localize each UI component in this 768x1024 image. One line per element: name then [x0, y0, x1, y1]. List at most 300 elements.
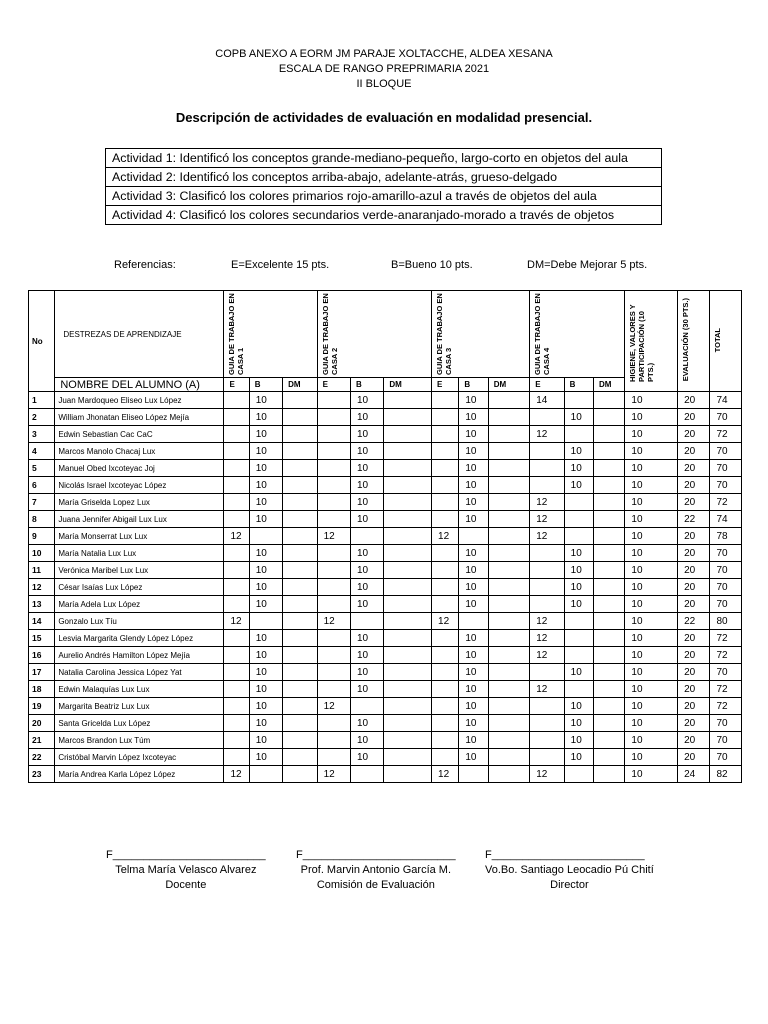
g3-e-cell [432, 443, 459, 460]
table-row [29, 596, 742, 613]
guia4-label: GUIA DE TRABAJO EN CASA 4 [533, 293, 552, 375]
reference-bueno: B=Bueno 10 pts. [391, 259, 473, 271]
g1-e-cell [224, 596, 249, 613]
g1-e-cell [224, 681, 249, 698]
g1-e-cell [224, 409, 249, 426]
row-number: 14 [29, 613, 55, 630]
g3-b-cell [459, 613, 488, 630]
table-row [29, 443, 742, 460]
evaluacion-cell: 20 [678, 443, 710, 460]
g4-b-cell [564, 511, 593, 528]
g3-dm-header: DM [488, 378, 530, 392]
table-row [29, 630, 742, 647]
student-name: María Andrea Karla López López [55, 766, 224, 783]
total-cell: 72 [710, 647, 742, 664]
g2-dm-cell [384, 698, 432, 715]
references-label: Referencias: [114, 259, 176, 271]
g2-dm-cell [384, 579, 432, 596]
g1-dm-cell [283, 579, 317, 596]
total-cell: 78 [710, 528, 742, 545]
g2-b-cell: 10 [351, 749, 384, 766]
higiene-cell: 10 [625, 732, 678, 749]
g3-dm-cell [488, 732, 530, 749]
signature-comision [296, 848, 456, 893]
col-name-header: NOMBRE DEL ALUMNO (A) [55, 378, 224, 392]
g2-e-cell [317, 460, 350, 477]
g2-b-cell: 10 [351, 460, 384, 477]
total-cell: 72 [710, 698, 742, 715]
g1-dm-cell [283, 426, 317, 443]
grades-table [28, 290, 742, 783]
g3-dm-cell [488, 562, 530, 579]
g1-dm-cell [283, 511, 317, 528]
row-number: 2 [29, 409, 55, 426]
total-cell: 82 [710, 766, 742, 783]
g2-e-cell: 12 [317, 766, 350, 783]
col-evaluacion-header [678, 291, 710, 392]
g2-b-cell [351, 613, 384, 630]
evaluacion-cell: 20 [678, 494, 710, 511]
guia1-label: GUIA DE TRABAJO EN CASA 1 [227, 293, 246, 375]
col-total-header [710, 291, 742, 392]
higiene-cell: 10 [625, 426, 678, 443]
row-number: 12 [29, 579, 55, 596]
total-cell: 72 [710, 630, 742, 647]
activity-1: Actividad 1: Identificó los conceptos grande-mediano-pequeño, largo-corto en objetos del aula [106, 149, 662, 168]
table-row [29, 392, 742, 409]
g4-b-cell: 10 [564, 715, 593, 732]
evaluacion-cell: 20 [678, 664, 710, 681]
evaluacion-cell: 20 [678, 409, 710, 426]
table-row [29, 698, 742, 715]
evaluacion-cell: 20 [678, 715, 710, 732]
table-row [29, 409, 742, 426]
g3-dm-cell [488, 630, 530, 647]
student-name: Juana Jennifer Abigail Lux Lux [55, 511, 224, 528]
row-number: 17 [29, 664, 55, 681]
g4-b-cell [564, 647, 593, 664]
g3-e-cell [432, 749, 459, 766]
row-number: 16 [29, 647, 55, 664]
g4-e-cell [530, 715, 564, 732]
evaluacion-cell: 20 [678, 460, 710, 477]
table-row [29, 562, 742, 579]
g1-e-cell [224, 630, 249, 647]
g4-dm-cell [594, 749, 625, 766]
student-name: Edwin Sebastian Cac CaC [55, 426, 224, 443]
g2-dm-cell [384, 443, 432, 460]
g4-b-cell: 10 [564, 749, 593, 766]
student-name: Gonzalo Lux Tíu [55, 613, 224, 630]
table-row [29, 477, 742, 494]
g1-b-cell: 10 [249, 647, 282, 664]
g2-e-cell [317, 409, 350, 426]
g4-b-cell: 10 [564, 443, 593, 460]
g2-dm-cell [384, 562, 432, 579]
g2-b-cell [351, 698, 384, 715]
g4-dm-cell [594, 443, 625, 460]
g3-b-cell: 10 [459, 426, 488, 443]
g2-e-cell [317, 494, 350, 511]
g3-dm-cell [488, 477, 530, 494]
col-no-header: No [29, 291, 55, 392]
g1-b-cell: 10 [249, 698, 282, 715]
g1-b-cell: 10 [249, 392, 282, 409]
signature-role: Director [550, 879, 589, 891]
g4-b-cell: 10 [564, 409, 593, 426]
g4-e-cell [530, 698, 564, 715]
g2-e-cell [317, 715, 350, 732]
col-destrezas-header: DESTREZAS DE APRENDIZAJE [55, 291, 224, 378]
student-name: William Jhonatan Eliseo López Mejía [55, 409, 224, 426]
evaluacion-cell: 20 [678, 732, 710, 749]
g2-e-cell [317, 511, 350, 528]
g2-e-cell [317, 426, 350, 443]
g2-b-cell: 10 [351, 715, 384, 732]
g2-dm-cell [384, 715, 432, 732]
g3-dm-cell [488, 664, 530, 681]
g2-dm-cell [384, 528, 432, 545]
higiene-cell: 10 [625, 494, 678, 511]
higiene-cell: 10 [625, 443, 678, 460]
g3-dm-cell [488, 749, 530, 766]
g3-dm-cell [488, 613, 530, 630]
g4-b-header: B [564, 378, 593, 392]
signature-line: F_________________________ [106, 849, 266, 861]
higiene-cell: 10 [625, 460, 678, 477]
g1-e-cell [224, 664, 249, 681]
g1-e-cell [224, 562, 249, 579]
g3-e-cell [432, 562, 459, 579]
total-cell: 70 [710, 664, 742, 681]
higiene-cell: 10 [625, 766, 678, 783]
g2-e-cell: 12 [317, 528, 350, 545]
g4-dm-cell [594, 409, 625, 426]
g2-dm-cell [384, 477, 432, 494]
g1-e-cell [224, 545, 249, 562]
g3-dm-cell [488, 766, 530, 783]
g1-dm-cell [283, 545, 317, 562]
g3-e-cell [432, 630, 459, 647]
g1-e-cell [224, 392, 249, 409]
g2-b-cell: 10 [351, 409, 384, 426]
g1-dm-cell [283, 494, 317, 511]
row-number: 3 [29, 426, 55, 443]
g3-b-cell: 10 [459, 630, 488, 647]
g4-dm-cell [594, 579, 625, 596]
g2-dm-cell [384, 494, 432, 511]
g3-e-cell [432, 596, 459, 613]
student-name: Margarita Beatriz Lux Lux [55, 698, 224, 715]
g4-dm-cell [594, 596, 625, 613]
g1-dm-cell [283, 630, 317, 647]
g1-b-cell [249, 528, 282, 545]
evaluacion-cell: 24 [678, 766, 710, 783]
g1-dm-cell [283, 562, 317, 579]
total-cell: 80 [710, 613, 742, 630]
table-row [29, 545, 742, 562]
g3-e-header: E [432, 378, 459, 392]
g1-b-cell: 10 [249, 494, 282, 511]
g3-e-cell [432, 494, 459, 511]
evaluacion-cell: 20 [678, 579, 710, 596]
g3-dm-cell [488, 511, 530, 528]
row-number: 13 [29, 596, 55, 613]
g3-e-cell [432, 715, 459, 732]
g4-e-cell: 12 [530, 630, 564, 647]
col-higiene-header [625, 291, 678, 392]
g4-e-cell [530, 596, 564, 613]
row-number: 6 [29, 477, 55, 494]
signature-director [485, 848, 654, 893]
g3-dm-cell [488, 715, 530, 732]
activities-table [105, 148, 662, 225]
g2-e-cell [317, 681, 350, 698]
g2-dm-cell [384, 681, 432, 698]
evaluacion-cell: 20 [678, 477, 710, 494]
student-name: Manuel Obed Ixcoteyac Joj [55, 460, 224, 477]
g2-e-cell [317, 749, 350, 766]
table-row [29, 426, 742, 443]
g2-b-cell: 10 [351, 596, 384, 613]
g1-b-cell: 10 [249, 545, 282, 562]
g1-b-cell: 10 [249, 715, 282, 732]
g1-e-cell [224, 715, 249, 732]
header-scale: ESCALA DE RANGO PREPRIMARIA 2021 [278, 63, 490, 75]
g2-e-cell [317, 392, 350, 409]
g2-dm-cell [384, 647, 432, 664]
student-name: María Adela Lux López [55, 596, 224, 613]
g4-b-cell [564, 630, 593, 647]
g4-b-cell: 10 [564, 579, 593, 596]
g4-dm-cell [594, 511, 625, 528]
total-cell: 72 [710, 494, 742, 511]
g4-e-cell [530, 443, 564, 460]
g2-b-cell: 10 [351, 664, 384, 681]
total-cell: 72 [710, 426, 742, 443]
signature-docente [106, 848, 266, 893]
g2-dm-cell [384, 596, 432, 613]
higiene-cell: 10 [625, 477, 678, 494]
higiene-cell: 10 [625, 596, 678, 613]
g3-dm-cell [488, 460, 530, 477]
evaluacion-cell: 20 [678, 681, 710, 698]
g1-e-cell [224, 732, 249, 749]
student-name: Cristóbal Marvin López Ixcoteyac [55, 749, 224, 766]
g2-e-cell [317, 596, 350, 613]
g4-dm-cell [594, 426, 625, 443]
table-row [29, 528, 742, 545]
higiene-cell: 10 [625, 698, 678, 715]
g3-b-cell: 10 [459, 443, 488, 460]
document-subtitle: Descripción de actividades de evaluación en modalidad presencial. [175, 110, 593, 125]
g3-b-cell: 10 [459, 562, 488, 579]
student-name: César Isaías Lux López [55, 579, 224, 596]
g1-e-cell [224, 426, 249, 443]
g1-dm-cell [283, 392, 317, 409]
g2-b-cell [351, 528, 384, 545]
g4-e-cell: 12 [530, 766, 564, 783]
g3-e-cell [432, 426, 459, 443]
g4-e-cell: 12 [530, 426, 564, 443]
total-cell: 74 [710, 392, 742, 409]
g4-b-cell: 10 [564, 545, 593, 562]
g1-dm-cell [283, 477, 317, 494]
g4-b-cell [564, 392, 593, 409]
g3-dm-cell [488, 647, 530, 664]
g3-dm-cell [488, 392, 530, 409]
g2-e-cell: 12 [317, 613, 350, 630]
student-name: María Griselda Lopez Lux [55, 494, 224, 511]
g4-dm-cell [594, 681, 625, 698]
g1-b-cell: 10 [249, 562, 282, 579]
g4-dm-cell [594, 647, 625, 664]
g3-e-cell [432, 664, 459, 681]
g3-b-cell: 10 [459, 494, 488, 511]
g4-dm-cell [594, 392, 625, 409]
table-header-row [29, 291, 742, 378]
higiene-cell: 10 [625, 613, 678, 630]
table-row [29, 579, 742, 596]
table-row [29, 494, 742, 511]
g4-b-cell [564, 494, 593, 511]
g1-e-cell [224, 460, 249, 477]
row-number: 8 [29, 511, 55, 528]
g3-e-cell: 12 [432, 766, 459, 783]
higiene-cell: 10 [625, 647, 678, 664]
g4-e-cell: 12 [530, 511, 564, 528]
g3-b-cell [459, 766, 488, 783]
col-guia2-header [317, 291, 431, 378]
g3-b-cell [459, 528, 488, 545]
col-guia1-header [224, 291, 317, 378]
g1-e-cell [224, 698, 249, 715]
g4-b-cell: 10 [564, 664, 593, 681]
g3-b-cell: 10 [459, 477, 488, 494]
g2-e-cell [317, 443, 350, 460]
g2-b-cell: 10 [351, 477, 384, 494]
g3-b-header: B [459, 378, 488, 392]
evaluacion-cell: 22 [678, 511, 710, 528]
g2-dm-cell [384, 392, 432, 409]
g4-dm-cell [594, 545, 625, 562]
g2-dm-cell [384, 766, 432, 783]
g3-dm-cell [488, 681, 530, 698]
total-cell: 70 [710, 409, 742, 426]
evaluacion-cell: 20 [678, 749, 710, 766]
g4-e-cell [530, 460, 564, 477]
g2-e-cell [317, 477, 350, 494]
g1-b-cell [249, 766, 282, 783]
g2-e-cell [317, 545, 350, 562]
total-cell: 70 [710, 477, 742, 494]
row-number: 20 [29, 715, 55, 732]
row-number: 9 [29, 528, 55, 545]
reference-debe-mejorar: DM=Debe Mejorar 5 pts. [527, 259, 648, 271]
g3-b-cell: 10 [459, 681, 488, 698]
g1-dm-cell [283, 732, 317, 749]
total-cell: 70 [710, 749, 742, 766]
student-name: María Natalia Lux Lux [55, 545, 224, 562]
g3-e-cell [432, 392, 459, 409]
g1-e-cell [224, 477, 249, 494]
higiene-cell: 10 [625, 664, 678, 681]
g3-dm-cell [488, 545, 530, 562]
g1-b-cell: 10 [249, 681, 282, 698]
g4-b-cell [564, 613, 593, 630]
g4-e-cell [530, 732, 564, 749]
g4-dm-cell [594, 698, 625, 715]
g2-b-cell: 10 [351, 392, 384, 409]
g2-b-cell [351, 766, 384, 783]
student-name: Edwin Malaquías Lux Lux [55, 681, 224, 698]
g3-dm-cell [488, 494, 530, 511]
g1-dm-cell [283, 664, 317, 681]
g2-e-cell [317, 562, 350, 579]
activity-3: Actividad 3: Clasificó los colores primarios rojo-amarillo-azul a través de objetos del aula [106, 187, 662, 206]
table-row [29, 732, 742, 749]
g1-b-cell: 10 [249, 409, 282, 426]
evaluacion-cell: 20 [678, 596, 710, 613]
g1-dm-cell [283, 596, 317, 613]
student-name: Marcos Brandon Lux Túm [55, 732, 224, 749]
g1-b-cell: 10 [249, 664, 282, 681]
g4-dm-cell [594, 613, 625, 630]
g3-e-cell [432, 511, 459, 528]
row-number: 22 [29, 749, 55, 766]
row-number: 7 [29, 494, 55, 511]
g2-b-cell: 10 [351, 545, 384, 562]
g2-b-cell: 10 [351, 732, 384, 749]
g2-e-cell [317, 647, 350, 664]
g4-b-cell: 10 [564, 698, 593, 715]
g4-dm-cell [594, 562, 625, 579]
signature-line: F_________________________ [296, 849, 456, 861]
g2-e-cell [317, 732, 350, 749]
g2-e-cell [317, 579, 350, 596]
guia3-label: GUIA DE TRABAJO EN CASA 3 [435, 293, 454, 375]
table-row [29, 460, 742, 477]
total-cell: 74 [710, 511, 742, 528]
evaluacion-cell: 20 [678, 392, 710, 409]
g3-e-cell [432, 545, 459, 562]
g2-dm-cell [384, 426, 432, 443]
g3-dm-cell [488, 443, 530, 460]
g3-b-cell: 10 [459, 749, 488, 766]
g3-b-cell: 10 [459, 698, 488, 715]
g1-dm-cell [283, 528, 317, 545]
g1-b-cell: 10 [249, 732, 282, 749]
g1-e-header: E [224, 378, 249, 392]
higiene-cell: 10 [625, 511, 678, 528]
g3-b-cell: 10 [459, 392, 488, 409]
table-row [29, 511, 742, 528]
student-name: Nicolás Israel Ixcoteyac López [55, 477, 224, 494]
g4-e-cell: 12 [530, 613, 564, 630]
g2-b-cell: 10 [351, 647, 384, 664]
g1-e-cell [224, 749, 249, 766]
g3-e-cell [432, 579, 459, 596]
g2-dm-cell [384, 409, 432, 426]
g4-dm-cell [594, 494, 625, 511]
g2-b-header: B [351, 378, 384, 392]
g1-dm-cell [283, 647, 317, 664]
total-cell: 70 [710, 715, 742, 732]
row-number: 21 [29, 732, 55, 749]
higiene-cell: 10 [625, 749, 678, 766]
g4-e-cell: 12 [530, 528, 564, 545]
g1-b-cell: 10 [249, 477, 282, 494]
